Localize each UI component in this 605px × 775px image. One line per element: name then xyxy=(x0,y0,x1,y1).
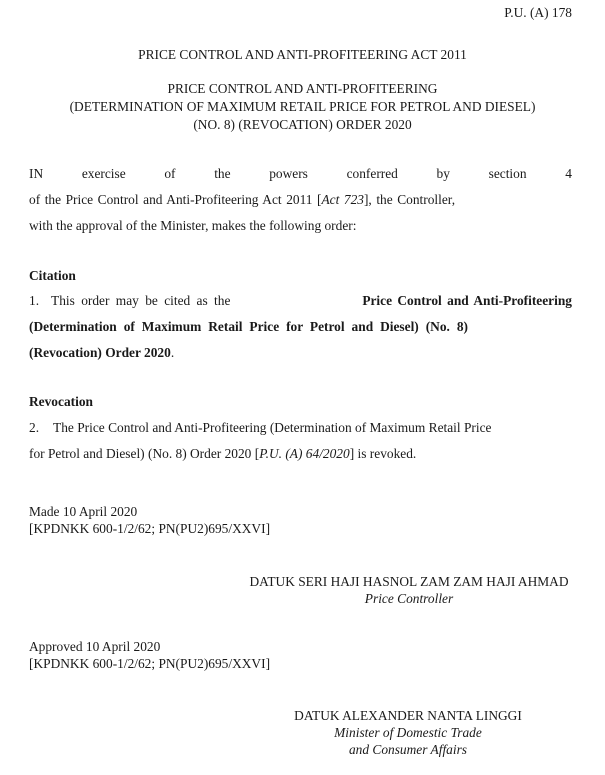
signatory-title: Price Controller xyxy=(364,591,454,606)
preamble-line-2 xyxy=(29,192,455,208)
page-reference: P.U. (A) 178 xyxy=(504,5,572,20)
preamble-word: the xyxy=(214,166,231,181)
order-title-line-2: (DETERMINATION OF MAXIMUM RETAIL PRICE FOR PETROL AND DIESEL) xyxy=(69,99,536,114)
revocation-text: for Petrol and Diesel) (No. 8) Order 2020 [ xyxy=(29,446,260,461)
short-title-part-3: (Revocation) Order 2020 xyxy=(29,345,171,360)
citation-line-3 xyxy=(29,345,174,361)
citation-heading: Citation xyxy=(29,268,76,283)
revocation-line-2 xyxy=(29,446,416,462)
signature-block-minister xyxy=(290,708,526,758)
signatory-title: Minister of Domestic Trade xyxy=(334,725,482,740)
revocation-line-1 xyxy=(29,420,572,436)
signature-block-controller xyxy=(246,574,572,607)
citation-line-1 xyxy=(29,293,572,309)
preamble-line-3: with the approval of the Minister, makes the following order: xyxy=(29,218,357,233)
revocation-text: ] is revoked. xyxy=(349,446,417,461)
citation-text: . xyxy=(170,345,175,360)
preamble-text: ], the Controller, xyxy=(363,192,456,207)
made-reference: [KPDNKK 600-1/2/62; PN(PU2)695/XXVI] xyxy=(29,521,271,536)
approved-reference: [KPDNKK 600-1/2/62; PN(PU2)695/XXVI] xyxy=(29,656,271,671)
revocation-heading: Revocation xyxy=(29,394,93,409)
preamble-word: powers xyxy=(269,166,308,181)
order-title-line-1: PRICE CONTROL AND ANTI-PROFITEERING xyxy=(167,81,438,96)
preamble-word: of xyxy=(164,166,176,181)
preamble-word: conferred xyxy=(346,166,398,181)
preamble-line-1 xyxy=(29,166,572,182)
preamble-word: by xyxy=(436,166,450,181)
act-number: Act 723 xyxy=(321,192,364,207)
section-number: 1. xyxy=(29,293,40,308)
act-title: PRICE CONTROL AND ANTI-PROFITEERING ACT 2011 xyxy=(138,47,467,62)
preamble-text: of the Price Control and Anti-Profiteering Act 2011 [ xyxy=(29,192,322,207)
preamble-word: section xyxy=(488,166,527,181)
approved-date: Approved 10 April 2020 xyxy=(29,639,161,654)
signatory-name: DATUK ALEXANDER NANTA LINGGI xyxy=(294,708,522,723)
preamble-word: IN xyxy=(29,166,44,181)
citation-text: This order may be cited as the xyxy=(51,293,231,308)
signatory-title: and Consumer Affairs xyxy=(348,742,468,757)
preamble-word: exercise xyxy=(81,166,126,181)
made-date: Made 10 April 2020 xyxy=(29,504,138,519)
section-number: 2. xyxy=(29,420,40,435)
revocation-text: The Price Control and Anti-Profiteering (Determination of Maximum Retail Price xyxy=(53,420,492,435)
short-title-part-1: Price Control and Anti-Profiteering xyxy=(362,293,572,308)
preamble-word: 4 xyxy=(565,166,572,181)
signatory-name: DATUK SERI HAJI HASNOL ZAM ZAM HAJI AHMAD xyxy=(249,574,569,589)
revoked-order-reference: P.U. (A) 64/2020 xyxy=(259,446,350,461)
short-title-part-2: (Determination of Maximum Retail Price for Petrol and Diesel) (No. 8) xyxy=(29,319,468,334)
order-title-line-3: (NO. 8) (REVOCATION) ORDER 2020 xyxy=(193,117,412,132)
